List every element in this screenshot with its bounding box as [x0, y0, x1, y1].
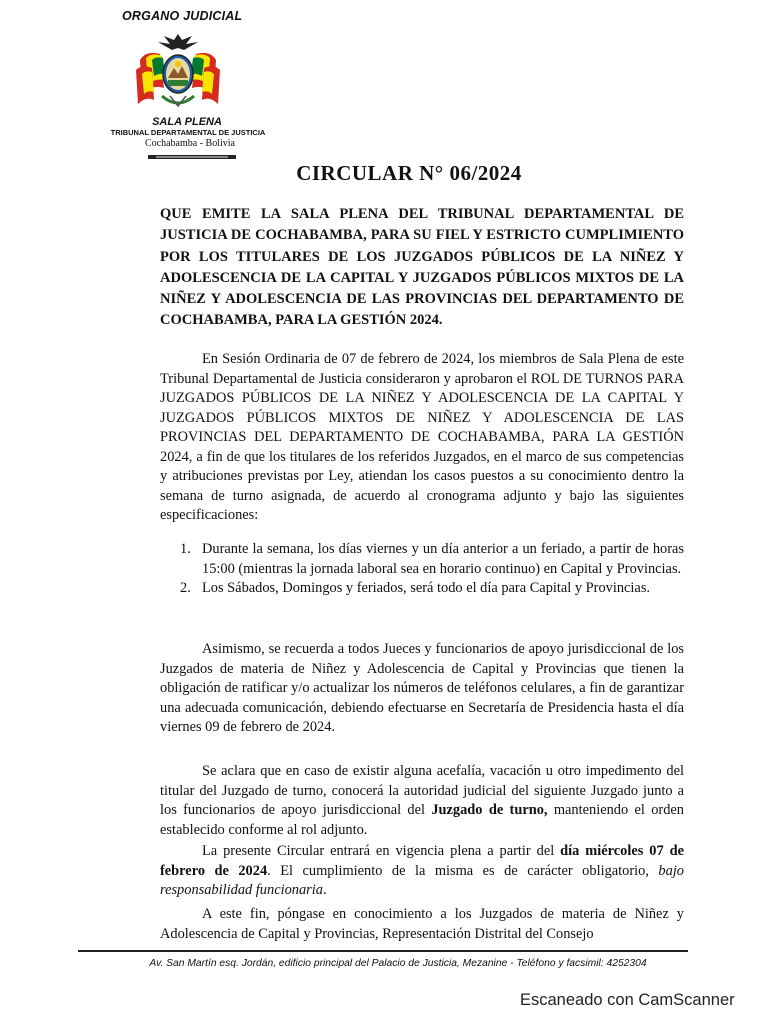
list-item	[160, 579, 684, 599]
bolivia-coat-of-arms-icon	[132, 30, 224, 116]
validity-text-mid: . El cumplimiento de la misma es de carácter obligatorio,	[267, 862, 659, 879]
validity-text-end: .	[322, 882, 327, 898]
clarification-text: Se aclara que en caso de existir alguna acefalía, vacación u otro impedimento del titular del Juzgado de turno, conocerá la autoridad judicial del siguiente Juzgado junto a los funcionarios de apoyo jurisdiccional del	[160, 763, 684, 818]
list-item-number: 1.	[180, 541, 191, 557]
city-label: Cochabamba - Bolivia	[145, 138, 235, 149]
camscanner-watermark: Escaneado con CamScanner	[520, 991, 735, 1009]
stamp-bar	[148, 153, 236, 161]
circular-subject: QUE EMITE LA SALA PLENA DEL TRIBUNAL DEPARTAMENTAL DE JUSTICIA DE COCHABAMBA, PARA SU FIEL Y ESTRICTO CUMPLIMIENTO POR LOS TITULARES DE LOS JUZGADOS PÚBLICOS DE LA NIÑEZ Y ADOLESCENCIA DE LA CAPITAL Y JUZGADOS PÚBLICOS MIXTOS DE LA NIÑEZ Y ADOLESCENCIA DE LAS PROVINCIAS DEL DEPARTAMENTO DE COCHABAMBA, PARA LA GESTIÓN 2024.	[160, 206, 684, 329]
paragraph-validity	[160, 842, 684, 901]
list-item	[160, 540, 684, 579]
list-item-text: Los Sábados, Domingos y feriados, será todo el día para Capital y Provincias.	[202, 580, 651, 596]
validity-date: día miércoles 07 de febrero de 2024	[160, 843, 684, 879]
circular-title: CIRCULAR N° 06/2024	[296, 161, 522, 185]
sala-plena-label: SALA PLENA	[152, 116, 222, 128]
footer-address: Av. San Martín esq. Jordán, edificio principal del Palacio de Justicia, Mezanine - Teléfono y facsimil: 4252304	[149, 958, 647, 969]
validity-text: La presente Circular entrará en vigencia plena a partir del	[202, 843, 561, 859]
paragraph-clarification	[160, 762, 684, 840]
specifications-list	[160, 540, 684, 599]
clarification-text-end: manteniendo el orden establecido conforme al rol adjunto.	[160, 802, 684, 838]
footer-divider	[78, 950, 688, 952]
validity-italic: bajo responsabilidad funcionaria	[160, 862, 685, 898]
paragraph-reminder: Asimismo, se recuerda a todos Jueces y funcionarios de apoyo jurisdiccional de los Juzgados de materia de Niñez y Adolescencia de Capital y Provincias que tienen la obligación de ratificar y/o actualizar los números de teléfonos celulares, a fin de garantizar una adecuada comunicación, debiendo efectuarse en Secretaría de Presidencia hasta el día viernes 09 de febrero de 2024.	[160, 641, 684, 735]
tribunal-label: TRIBUNAL DEPARTAMENTAL DE JUSTICIA	[110, 128, 266, 137]
organization-name: ORGANO JUDICIAL	[122, 9, 243, 23]
clarification-bold: Juzgado de turno,	[431, 802, 548, 818]
paragraph-notice: A este fin, póngase en conocimiento a los Juzgados de materia de Niñez y Adolescencia de Capital y Provincias, Representación Distrital del Consejo	[160, 906, 684, 942]
list-item-text: Durante la semana, los días viernes y un día anterior a un feriado, a partir de horas 15:00 (mientras la jornada laboral sea en horario continuo) en Capital y Provincias.	[202, 541, 684, 577]
paragraph-session: En Sesión Ordinaria de 07 de febrero de 2024, los miembros de Sala Plena de este Tribunal Departamental de Justicia consideraron y aprobaron el ROL DE TURNOS PARA JUZGADOS PÚBLICOS DE LA NIÑEZ Y ADOLESCENCIA DE LA CAPITAL Y JUZGADOS PÚBLICOS MIXTOS DE NIÑEZ Y ADOLESCENCIA DE LAS PROVINCIAS DEL DEPARTAMENTO DE COCHABAMBA, PARA LA GESTIÓN 2024, a fin de que los titulares de los referidos Juzgados, en el marco de sus competencias y atribuciones previstas por Ley, atiendan los casos puestos a su conocimiento dentro la semana de turno asignada, de acuerdo al cronograma adjunto y bajo las siguientes especificaciones:	[160, 351, 684, 523]
list-item-number: 2.	[180, 580, 191, 596]
